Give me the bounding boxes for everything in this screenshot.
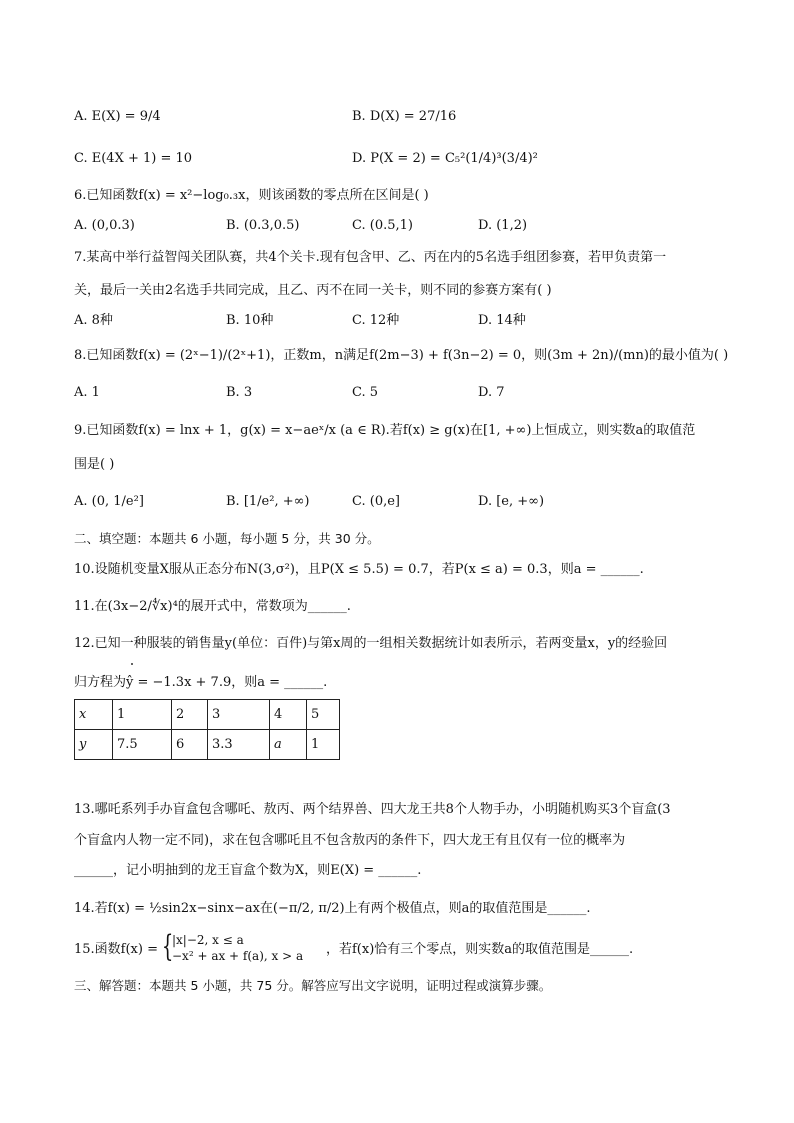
stray-dot — [131, 663, 133, 665]
q6-option-d: D. (1,2) — [478, 218, 528, 233]
q7-line-2: 关，最后一关由2名选手共同完成，且乙、丙不在同一关卡，则不同的参赛方案有( ) — [74, 283, 552, 298]
data-table — [74, 699, 340, 760]
table-cell: 7.5 — [113, 730, 172, 760]
q7-option-a: A. 8种 — [74, 313, 113, 328]
q9-option-a: A. (0, 1/e²] — [74, 494, 144, 509]
table-cell: 5 — [307, 700, 340, 730]
q5-option-a: A. E(X) = 9/4 — [74, 109, 161, 124]
q13-line-2: 个盲盒内人物一定不同)，求在包含哪吒且不包含敖丙的条件下，四大龙王有且仅有一位的概率为 — [74, 833, 626, 848]
q8-option-d: D. 7 — [478, 385, 505, 400]
q9-option-b: B. [1/e², +∞) — [226, 494, 310, 509]
table-cell: 1 — [307, 730, 340, 760]
table-cell: 1 — [113, 700, 172, 730]
q7-option-d: D. 14种 — [478, 313, 526, 328]
q9-option-d: D. [e, +∞) — [478, 494, 545, 509]
q9-line-2: 围是( ) — [74, 457, 115, 472]
q14: 14.若f(x) = ½sin2x−sinx−ax在(−π/2, π/2)上有两个极值点，则a的取值范围是______. — [74, 901, 591, 916]
q8-option-c: C. 5 — [352, 385, 379, 400]
table-cell: 3.3 — [208, 730, 270, 760]
q6-stem: 6.已知函数f(x) = x²−log₀.₃x，则该函数的零点所在区间是( ) — [74, 188, 429, 203]
q11: 11.在(3x−2/∜x)⁴的展开式中，常数项为______. — [74, 599, 351, 614]
q5-option-b: B. D(X) = 27/16 — [352, 109, 457, 124]
q12-line-2: 归方程为ŷ = −1.3x + 7.9，则a = ______. — [74, 675, 328, 690]
table-row-y — [75, 730, 340, 760]
q15-lead: 15.函数f(x) = — [74, 942, 158, 957]
q10: 10.设随机变量X服从正态分布N(3,σ²)，且P(X ≤ 5.5) = 0.7，若P(x ≤ a) = 0.3，则a = ______. — [74, 562, 644, 577]
table-cell: 2 — [172, 700, 208, 730]
q7-option-b: B. 10种 — [226, 313, 274, 328]
q7-line-1: 7.某高中举行益智闯关团队赛，共4个关卡.现有包含甲、乙、丙在内的5名选手组团参赛，若甲负责第一 — [74, 250, 667, 265]
table-cell: 6 — [172, 730, 208, 760]
q9-line-1: 9.已知函数f(x) = lnx + 1，g(x) = x−aeˣ/x (a ∈ R).若f(x) ≥ g(x)在[1, +∞)上恒成立，则实数a的取值范 — [74, 423, 696, 438]
table-cell: y — [75, 730, 113, 760]
q5-option-c: C. E(4X + 1) = 10 — [74, 151, 193, 166]
section-3-heading: 三、解答题：本题共 5 小题，共 75 分。解答应写出文字说明，证明过程或演算步骤。 — [74, 978, 552, 993]
q5-option-d: D. P(X = 2) = C₅²(1/4)³(3/4)² — [352, 151, 538, 166]
q8-option-b: B. 3 — [226, 385, 253, 400]
q15-tail: ，若f(x)恰有三个零点，则实数a的取值范围是______. — [326, 942, 634, 957]
table-cell: x — [75, 700, 113, 730]
table-row-x — [75, 700, 340, 730]
q6-option-c: C. (0.5,1) — [352, 218, 413, 233]
q7-option-c: C. 12种 — [352, 313, 400, 328]
q9-option-c: C. (0,e] — [352, 494, 400, 509]
table-cell: 3 — [208, 700, 270, 730]
q8-stem: 8.已知函数f(x) = (2ˣ−1)/(2ˣ+1)，正数m，n满足f(2m−3) + f(3n−2) = 0，则(3m + 2n)/(mn)的最小值为( ) — [74, 348, 729, 363]
section-2-heading: 二、填空题：本题共 6 小题，每小题 5 分，共 30 分。 — [74, 531, 380, 546]
q13-line-3: ______，记小明抽到的龙王盲盒个数为X，则E(X) = ______. — [74, 863, 422, 878]
q12-line-1: 12.已知一种服装的销售量y(单位：百件)与第x周的一组相关数据统计如表所示，若两变量x，y的经验回 — [74, 636, 668, 651]
q13-line-1: 13.哪吒系列手办盲盒包含哪吒、敖丙、两个结界兽、四大龙王共8个人物手办，小明随机购买3个盲盒(3 — [74, 802, 671, 817]
piecewise-brace: { — [161, 929, 174, 964]
q6-option-a: A. (0,0.3) — [74, 218, 135, 233]
q8-option-a: A. 1 — [74, 385, 100, 400]
q15-case-1: |x|−2, x ≤ a — [172, 933, 244, 947]
table-cell: a — [270, 730, 307, 760]
table-cell: 4 — [270, 700, 307, 730]
q6-option-b: B. (0.3,0.5) — [226, 218, 300, 233]
q15-case-2: −x² + ax + f(a), x > a — [172, 949, 304, 963]
